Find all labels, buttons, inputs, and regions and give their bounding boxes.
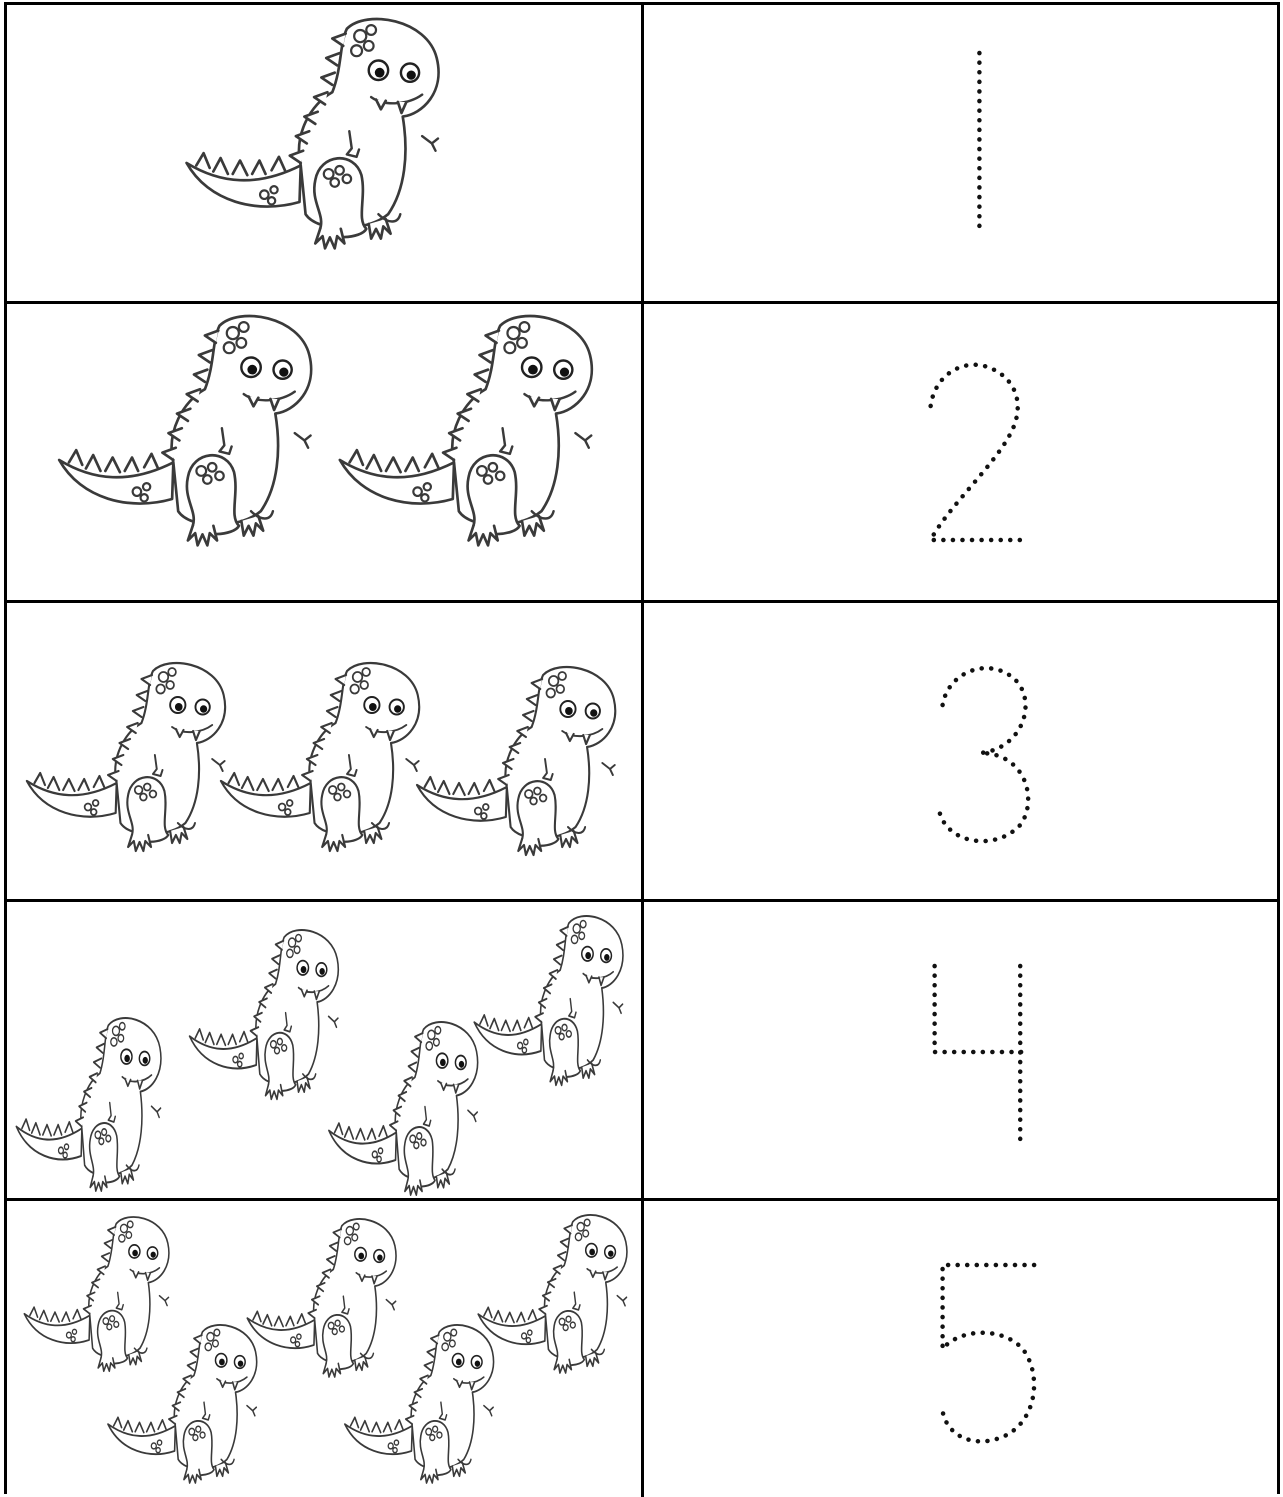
traceable-numeral-3 bbox=[644, 603, 1277, 899]
picture-cell-5 bbox=[7, 1201, 644, 1497]
numeral-cell-1 bbox=[644, 5, 1277, 301]
numeral-cell-4 bbox=[644, 902, 1277, 1198]
worksheet-row-4 bbox=[7, 902, 1277, 1201]
picture-cell-2 bbox=[7, 304, 644, 600]
dinosaur-icon bbox=[221, 663, 419, 851]
counting-worksheet bbox=[4, 2, 1280, 1494]
traceable-numeral-4 bbox=[644, 902, 1277, 1198]
numeral-cell-5 bbox=[644, 1201, 1277, 1497]
dinosaur-icon bbox=[340, 316, 592, 545]
traceable-numeral-2 bbox=[644, 304, 1277, 600]
worksheet-row-2 bbox=[7, 304, 1277, 603]
dinosaur-icon bbox=[59, 316, 311, 545]
dinosaur-icon bbox=[190, 930, 339, 1099]
dinosaur-icon bbox=[474, 916, 623, 1085]
picture-cell-3 bbox=[7, 603, 644, 899]
worksheet-row-5 bbox=[7, 1201, 1277, 1497]
dinosaur-icon bbox=[247, 1219, 396, 1377]
traceable-numeral-5 bbox=[644, 1201, 1277, 1497]
worksheet-row-1 bbox=[7, 5, 1277, 304]
dinosaur-icon bbox=[24, 1217, 169, 1371]
worksheet-row-3 bbox=[7, 603, 1277, 902]
dinosaur-icon bbox=[27, 663, 225, 851]
picture-cell-1 bbox=[7, 5, 644, 301]
dinosaur-icon bbox=[417, 667, 615, 855]
dinosaur-icon bbox=[187, 19, 439, 248]
dinosaur-icon bbox=[16, 1018, 161, 1191]
traceable-numeral-1 bbox=[644, 5, 1277, 301]
numeral-cell-3 bbox=[644, 603, 1277, 899]
dinosaur-icon bbox=[478, 1215, 627, 1373]
dinosaur-icon bbox=[329, 1022, 478, 1195]
numeral-cell-2 bbox=[644, 304, 1277, 600]
picture-cell-4 bbox=[7, 902, 644, 1198]
